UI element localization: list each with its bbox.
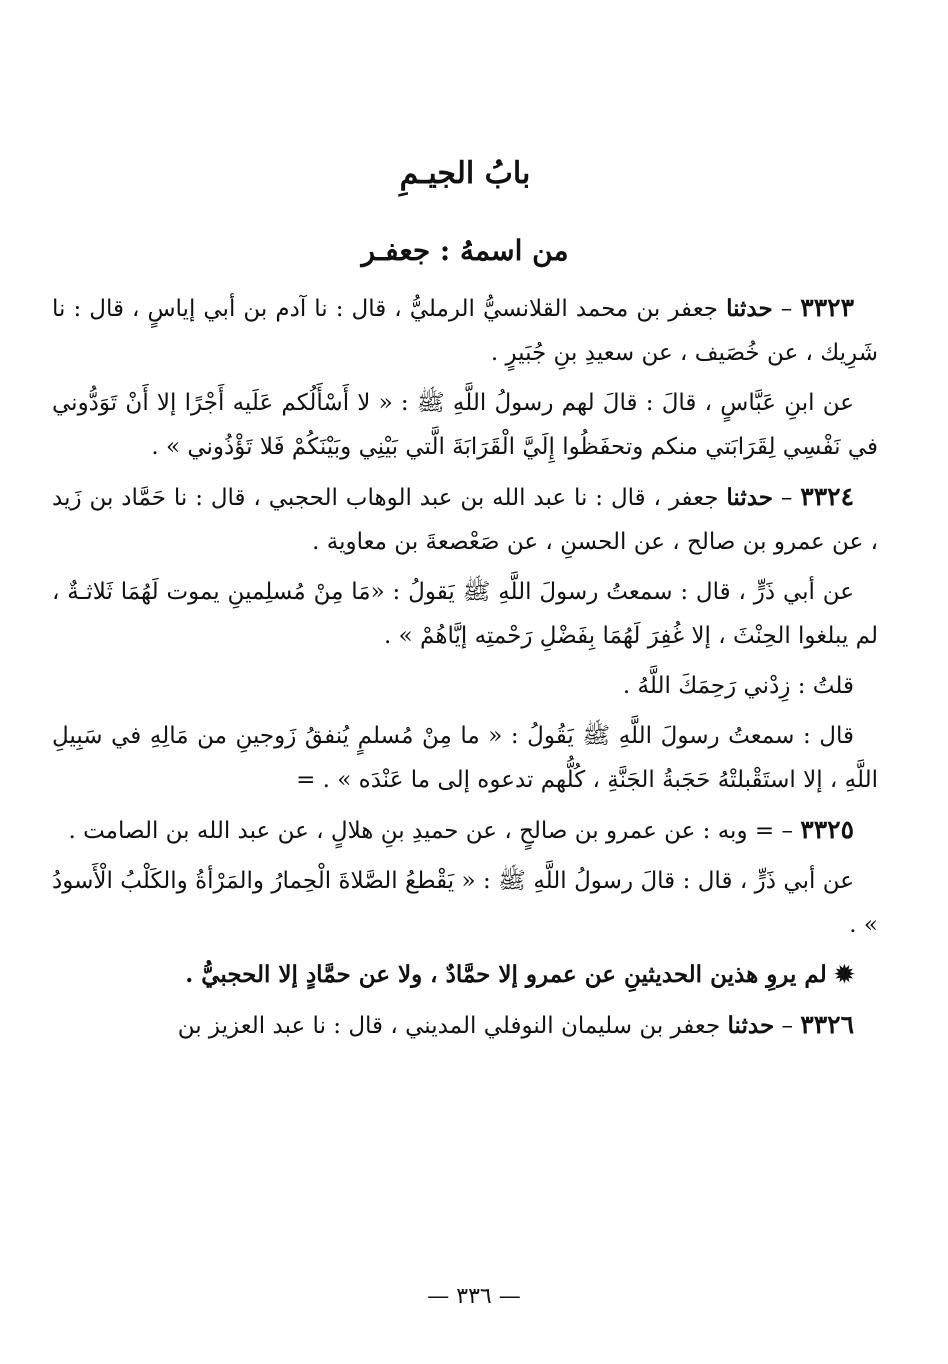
hadith-number: ٣٣٢٥ — [800, 815, 854, 844]
hadith-3324-isnad: ٣٣٢٤ – حدثنا جعفر ، قال : نا عبد الله بن عبد الوهاب الحجبي ، قال : نا حَمَّاد بن زَيد ، عن عمرو بن صالح ، عن الحسنِ ، عن صَعْصعةَ بن معاوية . — [52, 482, 878, 555]
hadith-3323-isnad: ٣٣٢٣ – حدثنا جعفر بن محمد القلانسيُّ الرمليُّ ، قال : نا آدم بن أبي إياسٍ ، قال : نا شَرِيك ، عن خُصَيف ، عن سعيدِ بنِ جُبَيرٍ . — [52, 293, 878, 366]
hadith-3325-isnad — [52, 808, 878, 853]
hadith-number: ٣٣٢٤ — [800, 482, 854, 511]
isnad-text: جعفر بن محمد القلانسيُّ الرمليُّ ، قال : نا آدم بن أبي إياسٍ ، قال : نا شَرِيك ، عن خُصَيف ، عن سعيدِ بنِ جُبَيرٍ . — [52, 296, 878, 366]
isnad-text: – = وبه : عن عمرو بن صالحٍ ، عن حميدِ بنِ هلالٍ ، عن عبد الله بن الصامت . — [68, 818, 793, 844]
section-title: من اسمهُ : جعفـر — [361, 234, 569, 267]
hadith-3324-matn-3: قال : سمعتُ رسولَ اللَّهِ ﷺ يَقُولُ : « ما مِنْ مُسلمٍ يُنفقُ زَوجينِ من مَالِهِ في سَبِيلِ اللَّهِ ، إلا استَقْبلتْهُ حَجَبةُ الجَنَّةِ ، كُلُّهم تدعوه إلى ما عَنْدَه » . = — [52, 723, 878, 793]
hadith-3324-matn-2: قلتُ : زِدْني رَحِمَكَ اللَّهُ . — [622, 673, 854, 699]
document-page — [52, 150, 878, 1054]
hadith-number: ٣٣٢٣ — [800, 293, 855, 322]
page-number: — ٣٣٦ — — [427, 1284, 521, 1309]
isnad-text: جعفر بن سليمان النوفلي المديني ، قال : نا عبد العزيز بن — [177, 1013, 721, 1039]
hadith-number: ٣٣٢٦ — [800, 1010, 854, 1039]
hadith-3323-matn: عن ابنِ عَبَّاسٍ ، قالَ : قالَ لهم رسولُ اللَّهِ ﷺ : « لا أَسْأَلُكم عَلَيه أَجْرًا إلا أَنْ تَوَدُّوني في نَفْسِي لِقَرَابَتي منكم وتحفَظُوا إِلَيَّ الْقَرَابَةَ الَّتي بَيْنِي وبَيْنَكُمْ فَلا تَؤْذُوني » . — [52, 390, 878, 460]
isnad-text: جعفر ، قال : نا عبد الله بن عبد الوهاب الحجبي ، قال : نا حَمَّاد بن زَيد ، عن عمرو بن صالح ، عن الحسنِ ، عن صَعْصعةَ بن معاوية . — [52, 485, 878, 555]
editorial-note: ✹ لم يروِ هذين الحديثينِ عن عمرو إلا حمَّادٌ ، ولا عن حمَّادٍ إلا الحجبيُّ . — [185, 961, 854, 988]
hadith-3325-matn: عن أبي ذَرٍّ ، قال : قالَ رسولُ اللَّهِ ﷺ : « يَقْطعُ الصَّلاةَ الْحِمارُ والمَرْأةُ والكَلْبُ الْأَسودُ » . — [52, 868, 878, 938]
hadith-3324-matn-1: عن أبي ذَرٍّ ، قال : سمعتُ رسولَ اللَّهِ ﷺ يَقولُ : «مَا مِنْ مُسلِمينِ يموت لَهُمَا ثَلاثـةٌ ، لم يبلغوا الحِنْثَ ، إلا غُفِرَ لَهُمَا بِفَضْلِ رَحْمتِه إيَّاهُمْ » . — [52, 579, 878, 649]
hadith-3326-isnad: ٣٣٢٦ – حدثنا جعفر بن سليمان النوفلي المديني ، قال : نا عبد العزيز بن — [177, 1010, 854, 1039]
hadith-lead-word: حدثنا — [726, 295, 773, 322]
chapter-title: بابُ الجيـمِ — [399, 156, 531, 191]
hadith-lead-word: حدثنا — [726, 484, 774, 511]
hadith-lead-word: حدثنا — [727, 1012, 775, 1039]
